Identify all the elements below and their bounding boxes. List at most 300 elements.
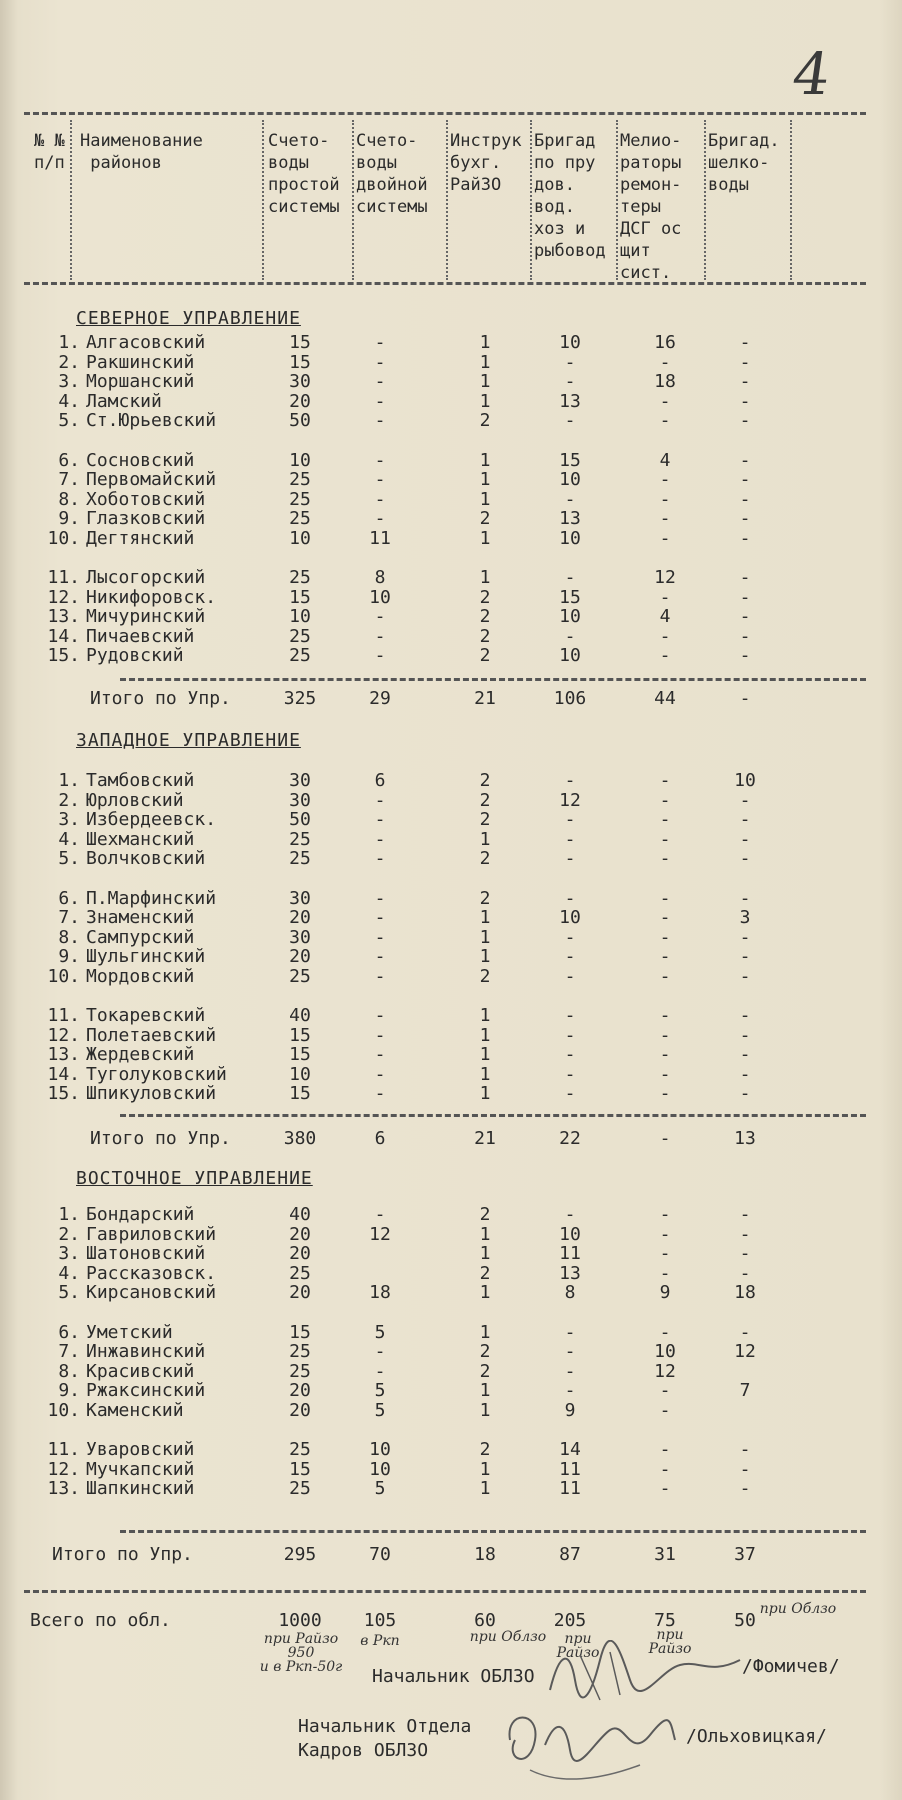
pond-brigade: 10 (559, 527, 581, 549)
instructors: 2 (479, 1360, 491, 1382)
instructors: 2 (479, 586, 491, 608)
simple-bookkeepers: 20 (289, 907, 311, 928)
instructors: 2 (479, 770, 491, 791)
silk-brigade: - (739, 1243, 751, 1264)
meliorators: 4 (659, 606, 671, 627)
meliorators: - (659, 965, 671, 987)
table-row (0, 1083, 902, 1103)
instructors: 2 (479, 410, 491, 431)
meliorators: - (659, 1024, 671, 1046)
table-row (0, 1439, 902, 1459)
table-row (0, 371, 902, 391)
double-bookkeepers: - (374, 410, 386, 431)
meliorators: - (659, 625, 671, 647)
double-bookkeepers: - (374, 625, 386, 647)
table-row (0, 587, 902, 607)
double-bookkeepers: - (374, 946, 386, 967)
silk-brigade: - (739, 965, 751, 987)
grand-total-value: 75 (654, 1610, 676, 1631)
instructors: 2 (479, 1439, 491, 1460)
total-label: Итого по Упр. (90, 688, 231, 709)
silk-brigade: - (739, 488, 751, 510)
silk-brigade: - (739, 1024, 751, 1046)
meliorators: - (659, 488, 671, 510)
instructors: 2 (479, 1341, 491, 1362)
col-divider (352, 120, 354, 280)
meliorators: - (659, 1399, 671, 1421)
silk-brigade: 10 (734, 770, 756, 791)
row-number: 11. (47, 1439, 80, 1460)
pond-brigade: - (564, 828, 576, 850)
instructors: 1 (479, 1399, 491, 1421)
total-value: 87 (559, 1544, 581, 1565)
simple-bookkeepers: 50 (289, 809, 311, 830)
district-name: Ржаксинский (86, 1380, 206, 1401)
district-name: Тамбовский (86, 770, 195, 791)
table-row (0, 907, 902, 927)
meliorators: 12 (654, 567, 676, 588)
instructors: 2 (479, 789, 491, 811)
row-number: 7. (58, 469, 80, 490)
double-bookkeepers: 18 (369, 1282, 391, 1303)
simple-bookkeepers: 20 (289, 390, 311, 412)
row-number: 3. (58, 809, 80, 830)
double-bookkeepers: - (374, 1360, 386, 1382)
double-bookkeepers: 5 (374, 1321, 386, 1343)
grand-total-value: 105 (363, 1610, 397, 1631)
double-bookkeepers: - (374, 1341, 386, 1362)
district-name: Глазковский (86, 508, 206, 529)
pond-brigade: - (564, 848, 576, 869)
pond-brigade: 11 (559, 1458, 581, 1480)
meliorators: - (659, 508, 671, 529)
meliorators: 16 (654, 332, 676, 353)
hr-title-line2: Кадров ОБЛЗО (298, 1740, 429, 1761)
hr-signature (500, 1700, 680, 1790)
meliorators: - (659, 789, 671, 811)
total-rule (120, 678, 866, 681)
pond-brigade: - (564, 1005, 576, 1026)
meliorators: - (659, 907, 671, 928)
handwritten-note: при Райзо (556, 1631, 600, 1661)
district-name: Шапкинский (86, 1478, 195, 1499)
instructors: 1 (479, 371, 491, 392)
double-bookkeepers: 5 (374, 1399, 386, 1421)
pond-brigade: 10 (559, 907, 581, 928)
district-name: Хоботовский (86, 488, 206, 510)
table-row (0, 1025, 902, 1045)
district-name: Туголуковский (86, 1063, 227, 1085)
double-bookkeepers: - (374, 965, 386, 987)
table-row (0, 809, 902, 829)
hr-name: /Ольховицкая/ (686, 1726, 827, 1747)
district-name: Мучкапский (86, 1458, 195, 1480)
silk-brigade: 12 (734, 1341, 756, 1362)
handwritten-note: в Ркп (360, 1633, 400, 1649)
row-number: 2. (58, 1223, 80, 1245)
simple-bookkeepers: 30 (289, 371, 311, 392)
header-col-pond-brigade: Бригад по пру дов. вод. хоз и рыбовод (534, 131, 606, 261)
instructors: 1 (479, 1063, 491, 1085)
district-name: Мордовский (86, 965, 195, 987)
row-number: 4. (58, 390, 80, 412)
pond-brigade: 10 (559, 606, 581, 627)
table-row (0, 645, 902, 665)
instructors: 1 (479, 828, 491, 850)
simple-bookkeepers: 15 (289, 586, 311, 608)
header-top-rule (24, 112, 866, 115)
double-bookkeepers: - (374, 469, 386, 490)
total-label: Итого по Упр. (52, 1544, 193, 1565)
double-bookkeepers: - (374, 645, 386, 666)
table-row (0, 606, 902, 626)
simple-bookkeepers: 25 (289, 645, 311, 666)
row-number: 4. (58, 828, 80, 850)
silk-brigade: - (739, 645, 751, 666)
table-row (0, 391, 902, 411)
simple-bookkeepers: 10 (289, 1063, 311, 1085)
silk-brigade: - (739, 1044, 751, 1065)
double-bookkeepers: - (374, 848, 386, 869)
district-name: Алгасовский (86, 332, 206, 353)
meliorators: - (659, 1223, 671, 1245)
pond-brigade: - (564, 1204, 576, 1225)
instructors: 2 (479, 1262, 491, 1284)
double-bookkeepers: 5 (374, 1380, 386, 1401)
silk-brigade: - (739, 567, 751, 588)
district-name: Уваровский (86, 1439, 195, 1460)
meliorators: - (659, 1044, 671, 1065)
header-col-meliorators: Мелио- раторы ремон- теры ДСГ ос щит сист. (620, 131, 682, 283)
simple-bookkeepers: 20 (289, 1243, 311, 1264)
double-bookkeepers: - (374, 351, 386, 373)
silk-brigade: - (739, 606, 751, 627)
pond-brigade: 8 (564, 1282, 576, 1303)
pond-brigade: - (564, 567, 576, 588)
meliorators: - (659, 828, 671, 850)
row-number: 13. (47, 1478, 80, 1499)
table-row (0, 1478, 902, 1498)
instructors: 1 (479, 1083, 491, 1104)
meliorators: - (659, 1262, 671, 1284)
double-bookkeepers: - (374, 371, 386, 392)
simple-bookkeepers: 25 (289, 1360, 311, 1382)
pond-brigade: - (564, 625, 576, 647)
silk-brigade: - (739, 508, 751, 529)
silk-brigade: - (739, 828, 751, 850)
meliorators: 4 (659, 449, 671, 471)
pond-brigade: 14 (559, 1439, 581, 1460)
pond-brigade: 13 (559, 508, 581, 529)
district-name: П.Марфинский (86, 887, 217, 909)
meliorators: - (659, 1321, 671, 1343)
district-name: Ст.Юрьевский (86, 410, 217, 431)
row-number: 9. (58, 946, 80, 967)
district-name: Рассказовск. (86, 1262, 217, 1284)
silk-brigade: - (739, 371, 751, 392)
district-name: Красивский (86, 1360, 195, 1382)
instructors: 2 (479, 645, 491, 666)
silk-brigade: - (739, 390, 751, 412)
district-name: Лысогорский (86, 567, 206, 588)
section-title-west: ЗАПАДНОЕ УПРАВЛЕНИЕ (76, 730, 301, 751)
instructors: 2 (479, 1204, 491, 1225)
pond-brigade: - (564, 887, 576, 909)
pond-brigade: - (564, 1321, 576, 1343)
district-name: Юрловский (86, 789, 184, 811)
district-name: Инжавинский (86, 1341, 206, 1362)
total-value: 31 (654, 1544, 676, 1565)
district-name: Гавриловский (86, 1223, 217, 1245)
silk-brigade: - (739, 1005, 751, 1026)
total-value: 22 (559, 1128, 581, 1149)
simple-bookkeepers: 20 (289, 1282, 311, 1303)
meliorators: 9 (659, 1282, 671, 1303)
table-row (0, 1263, 902, 1283)
silk-brigade: - (739, 1204, 751, 1225)
silk-brigade: - (739, 351, 751, 373)
section-title-east: ВОСТОЧНОЕ УПРАВЛЕНИЕ (76, 1168, 313, 1189)
district-name: Знаменский (86, 907, 195, 928)
pond-brigade: 10 (559, 645, 581, 666)
row-number: 15. (47, 1083, 80, 1104)
col-divider (446, 120, 448, 280)
total-rule (120, 1530, 866, 1533)
district-name: Сосновский (86, 449, 195, 471)
district-name: Ракшинский (86, 351, 195, 373)
table-row (0, 469, 902, 489)
simple-bookkeepers: 15 (289, 1024, 311, 1046)
simple-bookkeepers: 15 (289, 351, 311, 373)
row-number: 15. (47, 645, 80, 666)
total-value: 37 (734, 1544, 756, 1565)
double-bookkeepers: 10 (369, 1439, 391, 1460)
table-row (0, 508, 902, 528)
pond-brigade: 11 (559, 1478, 581, 1499)
pond-brigade: - (564, 410, 576, 431)
row-number: 6. (58, 1321, 80, 1343)
district-name: Жердевский (86, 1044, 195, 1065)
district-name: Волчковский (86, 848, 206, 869)
meliorators: - (659, 645, 671, 666)
simple-bookkeepers: 15 (289, 1321, 311, 1343)
grand-total-label: Всего по обл. (30, 1610, 171, 1631)
simple-bookkeepers: 20 (289, 1399, 311, 1421)
instructors: 2 (479, 508, 491, 529)
meliorators: - (659, 1083, 671, 1104)
total-value: - (659, 1128, 671, 1149)
simple-bookkeepers: 15 (289, 332, 311, 353)
row-number: 7. (58, 1341, 80, 1362)
row-number: 11. (47, 567, 80, 588)
header-col-number: № № п/п (34, 131, 65, 173)
pond-brigade: - (564, 1341, 576, 1362)
simple-bookkeepers: 25 (289, 1341, 311, 1362)
table-row (0, 450, 902, 470)
row-number: 4. (58, 1262, 80, 1284)
instructors: 1 (479, 1024, 491, 1046)
pond-brigade: - (564, 946, 576, 967)
silk-brigade: - (739, 1439, 751, 1460)
grand-total-value: 1000 (278, 1610, 322, 1631)
simple-bookkeepers: 25 (289, 965, 311, 987)
row-number: 3. (58, 1243, 80, 1264)
silk-brigade: - (739, 586, 751, 608)
double-bookkeepers: - (374, 1024, 386, 1046)
meliorators: - (659, 887, 671, 909)
pond-brigade: - (564, 965, 576, 987)
total-value: 70 (369, 1544, 391, 1565)
simple-bookkeepers: 20 (289, 1223, 311, 1245)
double-bookkeepers: - (374, 488, 386, 510)
total-value: 29 (369, 688, 391, 709)
row-number: 1. (58, 1204, 80, 1225)
row-number: 10. (47, 965, 80, 987)
pond-brigade: 9 (564, 1399, 576, 1421)
simple-bookkeepers: 30 (289, 770, 311, 791)
simple-bookkeepers: 25 (289, 1478, 311, 1499)
instructors: 1 (479, 390, 491, 412)
silk-brigade: - (739, 946, 751, 967)
district-name: Бондарский (86, 1204, 195, 1225)
total-row-west (0, 1128, 902, 1148)
district-name: Моршанский (86, 371, 195, 392)
double-bookkeepers: - (374, 789, 386, 811)
section-title-north: СЕВЕРНОЕ УПРАВЛЕНИЕ (76, 308, 301, 329)
silk-brigade: - (739, 1223, 751, 1245)
silk-brigade: - (739, 789, 751, 811)
meliorators: - (659, 1439, 671, 1460)
instructors: 1 (479, 488, 491, 510)
meliorators: - (659, 1005, 671, 1026)
table-row (0, 1005, 902, 1025)
row-number: 10. (47, 1399, 80, 1421)
col-divider (262, 120, 264, 280)
col-divider (70, 120, 72, 280)
row-number: 1. (58, 332, 80, 353)
chief-title: Начальник ОБЛЗО (372, 1666, 535, 1687)
pond-brigade: - (564, 488, 576, 510)
district-name: Шульгинский (86, 946, 206, 967)
simple-bookkeepers: 25 (289, 1439, 311, 1460)
pond-brigade: - (564, 809, 576, 830)
silk-brigade: - (739, 809, 751, 830)
header-col-district: Наименование районов (80, 131, 203, 173)
meliorators: - (659, 390, 671, 412)
row-number: 14. (47, 625, 80, 647)
header-col-simple-bookkeepers: Счето- воды простой системы (268, 131, 340, 217)
simple-bookkeepers: 10 (289, 527, 311, 549)
pond-brigade: - (564, 770, 576, 791)
silk-brigade: - (739, 1478, 751, 1499)
grand-total-value: 205 (553, 1610, 587, 1631)
double-bookkeepers: 10 (369, 586, 391, 608)
instructors: 2 (479, 887, 491, 909)
row-number: 14. (47, 1063, 80, 1085)
handwritten-note: при Райзо 950 и в Ркп-50г (259, 1631, 343, 1675)
total-value: 325 (283, 688, 317, 709)
total-value: 106 (553, 688, 587, 709)
simple-bookkeepers: 25 (289, 469, 311, 490)
row-number: 5. (58, 1282, 80, 1303)
district-name: Дегтянский (86, 527, 195, 549)
pond-brigade: - (564, 926, 576, 948)
total-value: 21 (474, 1128, 496, 1149)
simple-bookkeepers: 10 (289, 449, 311, 471)
handwritten-note: при Райзо (648, 1627, 692, 1657)
table-row (0, 1341, 902, 1361)
row-number: 9. (58, 1380, 80, 1401)
simple-bookkeepers: 15 (289, 1044, 311, 1065)
simple-bookkeepers: 25 (289, 848, 311, 869)
row-number: 1. (58, 770, 80, 791)
instructors: 1 (479, 1005, 491, 1026)
table-row (0, 1380, 902, 1400)
silk-brigade: - (739, 449, 751, 471)
row-number: 13. (47, 1044, 80, 1065)
district-name: Рудовский (86, 645, 184, 666)
pond-brigade: 13 (559, 390, 581, 412)
simple-bookkeepers: 30 (289, 926, 311, 948)
simple-bookkeepers: 25 (289, 828, 311, 850)
header-col-silk-brigade: Бригад. шелко- воды (708, 131, 780, 195)
table-row (0, 1322, 902, 1342)
total-value: 13 (734, 1128, 756, 1149)
pond-brigade: - (564, 351, 576, 373)
double-bookkeepers: - (374, 1063, 386, 1085)
instructors: 1 (479, 449, 491, 471)
silk-brigade: 18 (734, 1282, 756, 1303)
double-bookkeepers: - (374, 907, 386, 928)
row-number: 10. (47, 527, 80, 549)
silk-brigade: 3 (739, 907, 751, 928)
table-row (0, 352, 902, 372)
table-row (0, 927, 902, 947)
pond-brigade: - (564, 1360, 576, 1382)
instructors: 2 (479, 848, 491, 869)
simple-bookkeepers: 20 (289, 946, 311, 967)
district-name: Полетаевский (86, 1024, 217, 1046)
header-col-double-bookkeepers: Счето- воды двойной системы (356, 131, 428, 217)
silk-brigade: - (739, 848, 751, 869)
table-row (0, 1204, 902, 1224)
col-divider (616, 120, 618, 280)
pond-brigade: - (564, 1380, 576, 1401)
row-number: 5. (58, 410, 80, 431)
row-number: 6. (58, 887, 80, 909)
table-row (0, 888, 902, 908)
row-number: 5. (58, 848, 80, 869)
double-bookkeepers: - (374, 1005, 386, 1026)
district-name: Избердеевск. (86, 809, 217, 830)
row-number: 8. (58, 1360, 80, 1382)
instructors: 1 (479, 1321, 491, 1343)
double-bookkeepers: - (374, 1083, 386, 1104)
pond-brigade: 10 (559, 469, 581, 490)
instructors: 2 (479, 965, 491, 987)
meliorators: - (659, 1063, 671, 1085)
table-row (0, 1044, 902, 1064)
row-number: 3. (58, 371, 80, 392)
simple-bookkeepers: 30 (289, 789, 311, 811)
row-number: 7. (58, 907, 80, 928)
pond-brigade: - (564, 371, 576, 392)
district-name: Шпикуловский (86, 1083, 217, 1104)
instructors: 1 (479, 946, 491, 967)
simple-bookkeepers: 25 (289, 488, 311, 510)
silk-brigade: - (739, 1083, 751, 1104)
double-bookkeepers: 5 (374, 1478, 386, 1499)
